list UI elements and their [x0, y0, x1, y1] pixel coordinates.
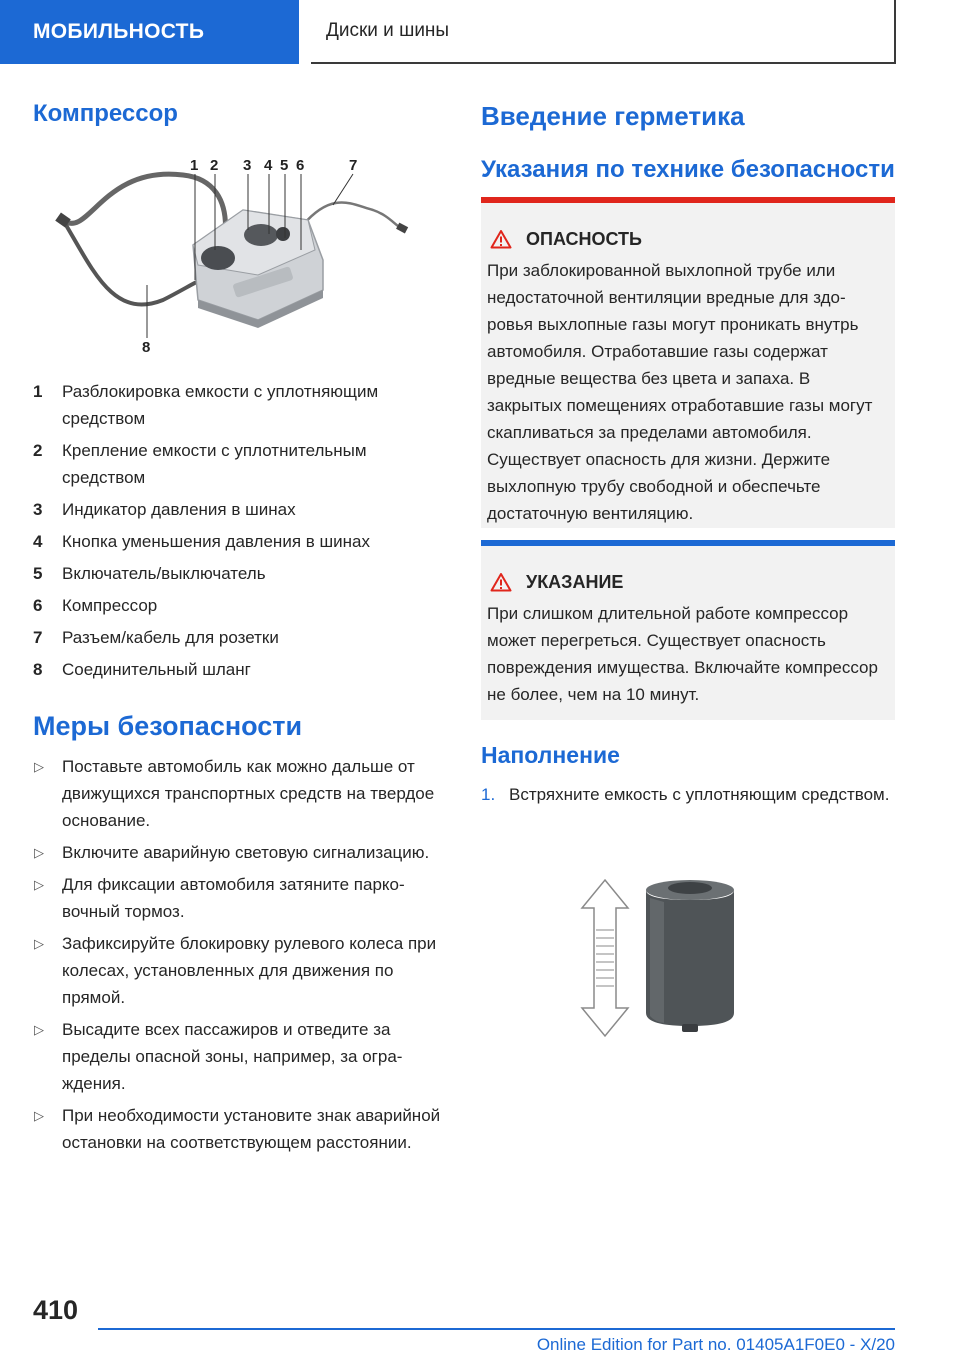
item-text: Включите аварийную световую сигнализацию.	[62, 843, 430, 862]
item-text: Индикатор давления в шинах	[62, 500, 296, 519]
parts-list	[33, 378, 453, 688]
list-item	[33, 496, 453, 523]
hint-text: При слишком длительной работе компрессор может перегреться. Существует опасность повреждения имущества. Включайте компрессор не более, чем на 10 минут.	[487, 604, 878, 704]
item-number: 2	[33, 441, 43, 460]
item-number: 5	[33, 564, 43, 583]
figure-label-3: 3	[243, 157, 252, 174]
list-item	[33, 560, 453, 587]
item-text: Включатель/выключатель	[62, 564, 266, 583]
item-number: 7	[33, 628, 43, 647]
list-item	[33, 592, 453, 619]
item-number: 1	[33, 382, 43, 401]
item-text: Для фиксации автомобиля затяните парковочный тормоз.	[62, 875, 405, 921]
bullet-triangle-icon: ▷	[34, 759, 44, 774]
warning-triangle-icon	[490, 229, 512, 249]
list-item	[33, 1016, 453, 1097]
figure-label-2: 2	[210, 157, 219, 174]
compressor-illustration	[33, 150, 450, 362]
list-item	[33, 656, 453, 683]
shake-bottle-illustration	[580, 878, 750, 1038]
figure-label-8: 8	[142, 339, 151, 356]
notice-title	[487, 570, 885, 594]
hint-notice	[481, 540, 895, 720]
list-item	[33, 624, 453, 651]
compressor-heading: Компрессор	[33, 100, 178, 127]
item-text: Разблокировка емкости с уплотняющим средством	[62, 382, 379, 428]
figure-label-7: 7	[349, 157, 358, 174]
edition-link[interactable]: Online Edition for Part no. 01405A1F0E0 - X/20	[536, 1335, 895, 1354]
safety-notes-heading: Указания по технике безопасности	[481, 156, 895, 183]
list-item	[33, 753, 453, 834]
section-tab: МОБИЛЬНОСТЬ	[0, 0, 299, 64]
item-text: Кнопка уменьшения давления в шинах	[62, 532, 370, 551]
figure-label-1: 1	[190, 157, 199, 174]
figure-label-4: 4	[264, 157, 273, 174]
warning-triangle-icon	[490, 572, 512, 592]
item-text: Компрессор	[62, 596, 158, 615]
step-number: 1.	[481, 785, 496, 804]
item-text: При необходимости установите знак аварийной остановки на соответствующем расстоянии.	[62, 1106, 441, 1152]
fill-heading: Наполнение	[481, 742, 620, 768]
list-item	[481, 781, 895, 808]
footer-divider	[98, 1328, 895, 1330]
list-item	[33, 871, 453, 925]
item-number: 3	[33, 500, 43, 519]
danger-text: При заблокированной выхлопной трубе или недостаточной вентиляции вредные для здоровья выхлопные газы могут проникать внутрь автомобиля. Отработавшие газы содержат вредные вещества без цвета и запаха. В закрытых помещениях отработавшие газы могут скапливаться за пределами автомобиля. Существует опасность для жизни. Держите выхлопную трубу свободной и обеспечьте достаточную вентиляцию.	[487, 261, 873, 523]
item-text: Крепление емкости с уплотнительным средством	[62, 441, 367, 487]
page-number: 410	[33, 1295, 79, 1325]
steps-list	[481, 781, 895, 808]
step-text: Встряхните емкость с уплотняющим средством.	[509, 785, 890, 804]
bullet-triangle-icon: ▷	[34, 877, 44, 892]
danger-notice	[481, 197, 895, 528]
safety-list	[33, 753, 453, 1161]
bullet-triangle-icon: ▷	[34, 1022, 44, 1037]
figure-label-5: 5	[280, 157, 289, 174]
item-text: Высадите всех пассажиров и отведите за пределы опасной зоны, например, за ограждения.	[62, 1020, 403, 1093]
danger-title: ОПАСНОСТЬ	[526, 228, 642, 249]
bullet-triangle-icon: ▷	[34, 1108, 44, 1123]
item-number: 8	[33, 660, 43, 679]
hint-title: УКАЗАНИЕ	[526, 571, 624, 592]
list-item	[33, 1102, 453, 1156]
bullet-triangle-icon: ▷	[34, 845, 44, 860]
item-text: Зафиксируйте блокировку рулевого колеса при колесах, установленных для движения по прямой.	[62, 934, 437, 1007]
item-text: Поставьте автомобиль как можно дальше от движущихся транспортных средств на твердое основание.	[62, 757, 435, 830]
notice-title	[487, 227, 885, 251]
safety-heading: Меры безопасности	[33, 711, 303, 741]
list-item	[33, 930, 453, 1011]
item-number: 4	[33, 532, 43, 551]
list-item	[33, 378, 453, 432]
bullet-triangle-icon: ▷	[34, 936, 44, 951]
list-item	[33, 528, 453, 555]
list-item	[33, 839, 453, 866]
item-text: Разъем/кабель для розетки	[62, 628, 279, 647]
sealant-heading: Введение герметика	[481, 101, 745, 131]
figure-label-6: 6	[296, 157, 305, 174]
breadcrumb: Диски и шины	[311, 0, 896, 64]
list-item	[33, 437, 453, 491]
item-text: Соединительный шланг	[62, 660, 251, 679]
item-number: 6	[33, 596, 43, 615]
